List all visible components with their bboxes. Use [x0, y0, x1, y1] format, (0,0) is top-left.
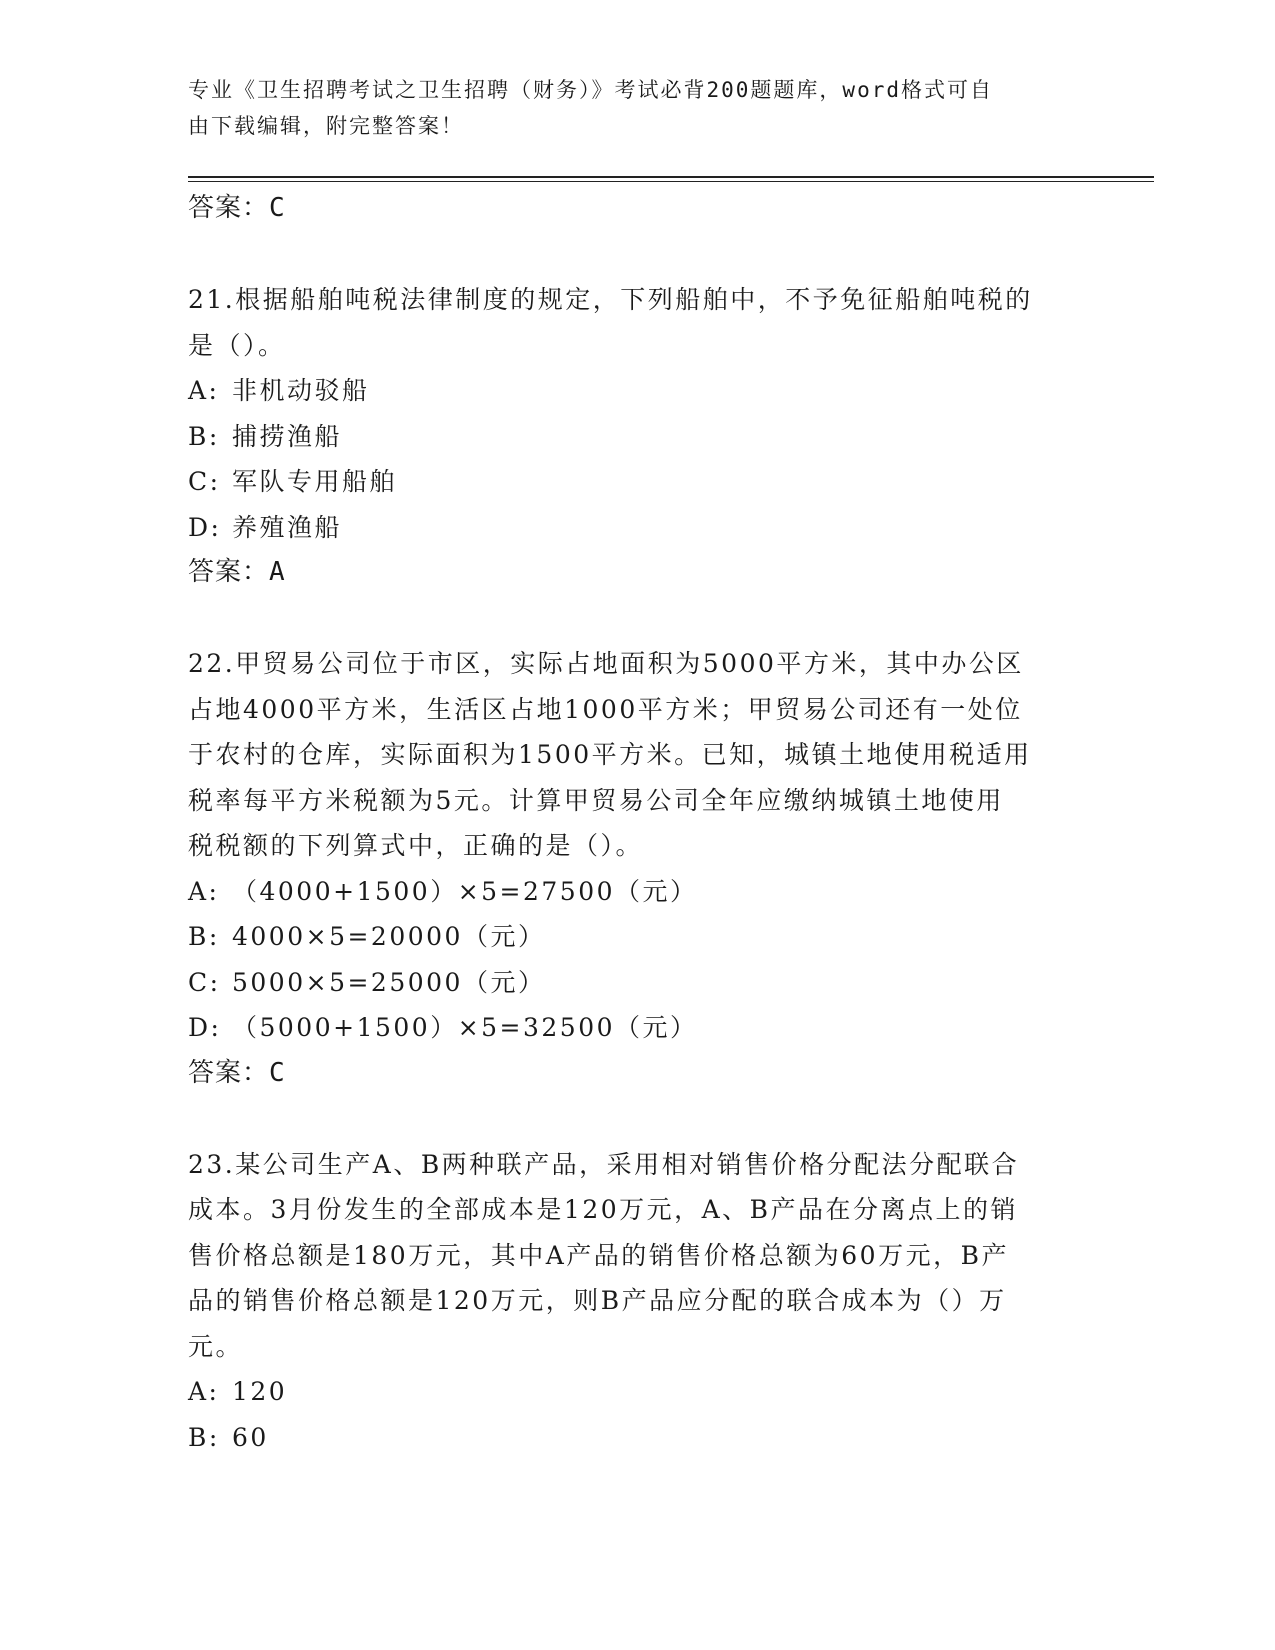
- question-22: [188, 641, 1088, 869]
- option-letter: A:: [188, 376, 220, 405]
- option-d: [188, 505, 1088, 551]
- option-letter: B:: [188, 1422, 220, 1452]
- option-text: 60: [232, 1422, 269, 1452]
- document-header: [188, 72, 1068, 144]
- question-23-line-5: 元。: [188, 1331, 244, 1361]
- question-21: [188, 277, 1088, 368]
- question-23-line-1: 23.某公司生产A、B两种联产品，采用相对销售价格分配法分配联合: [188, 1149, 1020, 1179]
- spacer: [188, 232, 1088, 278]
- header-line-1: 专业《卫生招聘考试之卫生招聘（财务）》考试必背200题题库，word格式可自: [188, 78, 993, 102]
- option-b: [188, 414, 1088, 460]
- option-b: [188, 914, 1088, 960]
- option-letter: B:: [188, 922, 220, 951]
- question-21-options: [188, 368, 1088, 550]
- question-21-line-1: 21.根据船舶吨税法律制度的规定，下列船舶中，不予免征船舶吨税的: [188, 285, 1033, 314]
- question-22-line-4: 税率每平方米税额为5元。计算甲贸易公司全年应缴纳城镇土地使用: [188, 785, 1004, 815]
- option-a: [188, 869, 1088, 915]
- option-letter: A:: [188, 876, 220, 906]
- option-text: （5000+1500）×5=32500（元）: [232, 1013, 698, 1042]
- answer-21: 答案：A: [188, 557, 286, 587]
- option-c: [188, 960, 1088, 1006]
- answer-prev: 答案：C: [188, 193, 286, 223]
- question-22-line-3: 于农村的仓库，实际面积为1500平方米。已知，城镇土地使用税适用: [188, 740, 1032, 769]
- option-text: 养殖渔船: [232, 512, 343, 542]
- option-a: [188, 1369, 1088, 1415]
- question-22-line-1: 22.甲贸易公司位于市区，实际占地面积为5000平方米，其中办公区: [188, 649, 1024, 678]
- option-text: 非机动驳船: [232, 376, 370, 405]
- option-text: 5000×5=25000（元）: [232, 967, 546, 997]
- question-23-line-3: 售价格总额是180万元，其中A产品的销售价格总额为60万元，B产: [188, 1240, 1009, 1270]
- option-letter: A:: [188, 1377, 220, 1406]
- option-b: [188, 1415, 1088, 1461]
- option-text: 4000×5=20000（元）: [232, 922, 546, 951]
- question-21-line-2: 是（）。: [188, 330, 286, 360]
- option-letter: B:: [188, 421, 220, 451]
- option-text: 120: [232, 1377, 288, 1406]
- option-a: [188, 368, 1088, 414]
- question-23-options: [188, 1369, 1088, 1460]
- option-letter: D:: [188, 1013, 222, 1042]
- option-text: （4000+1500）×5=27500（元）: [232, 876, 698, 906]
- question-22-line-5: 税税额的下列算式中，正确的是（）。: [188, 831, 644, 860]
- question-22-line-2: 占地4000平方米，生活区占地1000平方米；甲贸易公司还有一处位: [188, 694, 1023, 724]
- spacer: [188, 596, 1088, 642]
- spacer: [188, 1096, 1088, 1142]
- question-23-line-2: 成本。3月份发生的全部成本是120万元，A、B产品在分离点上的销: [188, 1195, 1019, 1224]
- question-22-options: [188, 869, 1088, 1051]
- header-divider: [188, 176, 1154, 182]
- question-23: [188, 1142, 1088, 1370]
- option-c: [188, 459, 1088, 505]
- option-letter: C:: [188, 467, 221, 496]
- option-text: 军队专用船舶: [232, 467, 398, 496]
- document-body: [188, 186, 1088, 1460]
- question-23-line-4: 品的销售价格总额是120万元，则B产品应分配的联合成本为（）万: [188, 1286, 1007, 1315]
- header-line-2: 由下载编辑，附完整答案！: [188, 114, 464, 138]
- option-letter: D:: [188, 512, 222, 542]
- option-text: 捕捞渔船: [232, 421, 343, 451]
- option-d: [188, 1005, 1088, 1051]
- answer-22: 答案：C: [188, 1057, 286, 1088]
- option-letter: C:: [188, 967, 221, 997]
